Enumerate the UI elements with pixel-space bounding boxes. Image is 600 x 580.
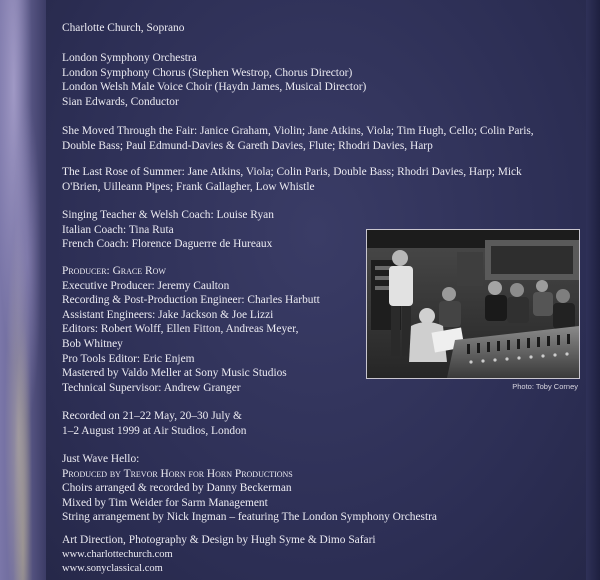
- just-wave-credit: String arrangement by Nick Ingman – featuring The London Symphony Orchestra: [62, 511, 437, 524]
- production-credit: Bob Whitney: [62, 338, 123, 350]
- production-credit: Executive Producer: Jeremy Caulton: [62, 279, 230, 292]
- just-wave-credit: Mixed by Tim Weider for Sarm Management: [62, 496, 268, 509]
- photo-credit: Photo: Toby Corney: [512, 382, 578, 391]
- orchestra-line: London Symphony Orchestra: [62, 52, 197, 64]
- just-wave-credit: Choirs arranged & recorded by Danny Beckerman: [62, 482, 292, 495]
- coach-credit: Singing Teacher & Welsh Coach: Louise Ryan: [62, 209, 274, 221]
- production-credit: Pro Tools Editor: Eric Enjem: [62, 352, 195, 365]
- studio-photo: [366, 229, 580, 379]
- website-link[interactable]: www.sonyclassical.com: [62, 563, 163, 574]
- production-credit: Technical Supervisor: Andrew Granger: [62, 381, 241, 394]
- she-moved-credit: She Moved Through the Fair: Janice Graham, Violin; Jane Atkins, Viola; Tim Hugh, Cello; Colin Paris,: [62, 125, 534, 137]
- production-credit: Assistant Engineers: Jake Jackson & Joe Lizzi: [62, 308, 274, 321]
- just-wave-produced: Produced by Trevor Horn for Horn Productions: [62, 467, 293, 480]
- just-wave-title: Just Wave Hello:: [62, 453, 140, 465]
- decorative-left-strip: [0, 0, 46, 580]
- orchestra-line: London Welsh Male Voice Choir (Haydn James, Musical Director): [62, 81, 367, 94]
- production-credit: Editors: Robert Wolff, Ellen Fitton, Andreas Meyer,: [62, 323, 299, 336]
- orchestra-line: Sian Edwards, Conductor: [62, 95, 179, 108]
- production-credit: Recording & Post-Production Engineer: Charles Harbutt: [62, 294, 320, 307]
- right-edge-shadow: [586, 0, 600, 580]
- studio-photo-image: [367, 230, 579, 378]
- soloist-credit: Charlotte Church, Soprano: [62, 22, 185, 34]
- coach-credit: French Coach: Florence Daguerre de Hureaux: [62, 238, 273, 251]
- she-moved-credit: Double Bass; Paul Edmund-Davies & Gareth Davies, Flute; Rhodri Davies, Harp: [62, 139, 433, 152]
- producer-credit: Producer: Grace Row: [62, 265, 166, 277]
- last-rose-credit: The Last Rose of Summer: Jane Atkins, Viola; Colin Paris, Double Bass; Rhodri Davies, Harp; Mick: [62, 166, 522, 178]
- recorded-credit: 1–2 August 1999 at Air Studios, London: [62, 424, 247, 437]
- last-rose-credit: O'Brien, Uilleann Pipes; Frank Gallagher, Low Whistle: [62, 180, 315, 193]
- website-link[interactable]: www.charlottechurch.com: [62, 549, 173, 560]
- recorded-credit: Recorded on 21–22 May, 20–30 July &: [62, 410, 242, 422]
- art-direction-credit: Art Direction, Photography & Design by Hugh Syme & Dimo Safari: [62, 534, 376, 546]
- production-credit: Mastered by Valdo Meller at Sony Music Studios: [62, 367, 287, 380]
- orchestra-line: London Symphony Chorus (Stephen Westrop, Chorus Director): [62, 66, 353, 79]
- coach-credit: Italian Coach: Tina Ruta: [62, 223, 174, 236]
